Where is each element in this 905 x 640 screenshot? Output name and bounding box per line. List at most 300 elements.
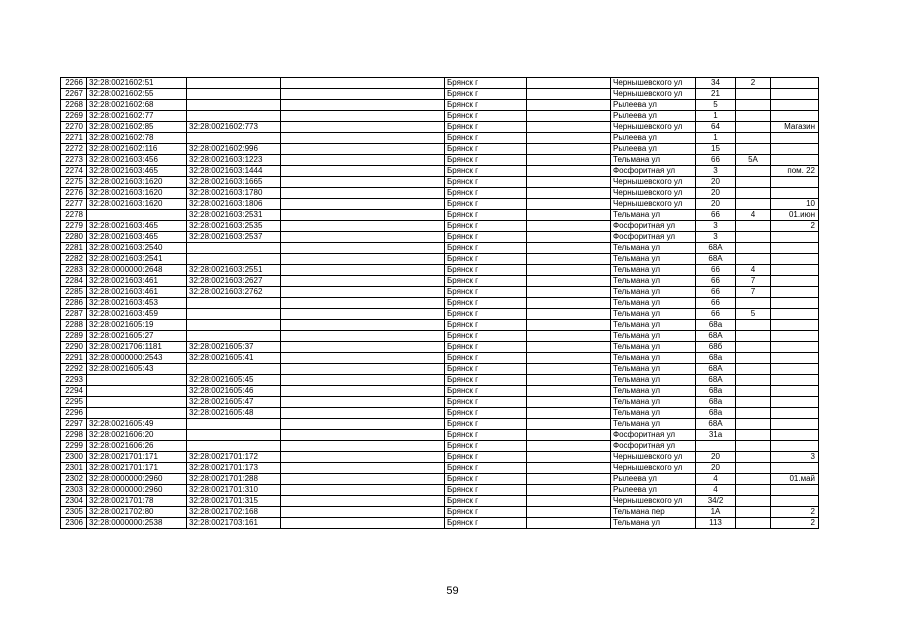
apartment-cell <box>771 430 819 441</box>
row-number-cell: 2303 <box>61 485 87 496</box>
table-row <box>61 78 819 89</box>
street-cell: Чернышевского ул <box>611 199 696 210</box>
house-number-cell: 68А <box>696 331 736 342</box>
blank-col-2-cell <box>527 265 611 276</box>
street-cell: Тельмана ул <box>611 298 696 309</box>
room-cadastral-number-cell: 32:28:0021603:2762 <box>187 287 281 298</box>
house-number-cell: 68А <box>696 375 736 386</box>
street-cell: Тельмана ул <box>611 287 696 298</box>
row-number-cell: 2271 <box>61 133 87 144</box>
cadastral-number-cell: 32:28:0021603:465 <box>87 221 187 232</box>
blank-col-cell <box>281 518 445 529</box>
cadastral-number-cell: 32:28:0021605:43 <box>87 364 187 375</box>
table-row <box>61 276 819 287</box>
table-row <box>61 111 819 122</box>
apartment-cell <box>771 276 819 287</box>
room-cadastral-number-cell <box>187 331 281 342</box>
blank-col-cell <box>281 507 445 518</box>
city-cell: Брянск г <box>445 210 527 221</box>
room-cadastral-number-cell <box>187 419 281 430</box>
room-cadastral-number-cell <box>187 441 281 452</box>
city-cell: Брянск г <box>445 89 527 100</box>
city-cell: Брянск г <box>445 397 527 408</box>
house-number-cell: 20 <box>696 199 736 210</box>
table-row <box>61 232 819 243</box>
city-cell: Брянск г <box>445 155 527 166</box>
apartment-cell <box>771 177 819 188</box>
street-cell: Тельмана ул <box>611 364 696 375</box>
row-number-cell: 2288 <box>61 320 87 331</box>
blank-col-cell <box>281 155 445 166</box>
city-cell: Брянск г <box>445 430 527 441</box>
room-cadastral-number-cell: 32:28:0021603:1806 <box>187 199 281 210</box>
blank-col-cell <box>281 496 445 507</box>
city-cell: Брянск г <box>445 474 527 485</box>
cadastral-number-cell: 32:28:0021605:19 <box>87 320 187 331</box>
street-cell: Тельмана ул <box>611 210 696 221</box>
blank-col-2-cell <box>527 419 611 430</box>
room-cadastral-number-cell <box>187 298 281 309</box>
street-cell: Рылеева ул <box>611 133 696 144</box>
house-number-cell: 68А <box>696 364 736 375</box>
blank-col-2-cell <box>527 287 611 298</box>
building-cell <box>736 342 771 353</box>
table-row <box>61 177 819 188</box>
cadastral-number-cell: 32:28:0021602:77 <box>87 111 187 122</box>
house-number-cell: 66 <box>696 298 736 309</box>
street-cell: Чернышевского ул <box>611 463 696 474</box>
apartment-cell <box>771 397 819 408</box>
blank-col-2-cell <box>527 430 611 441</box>
cadastral-number-cell: 32:28:0021706:1181 <box>87 342 187 353</box>
building-cell <box>736 232 771 243</box>
house-number-cell: 1 <box>696 111 736 122</box>
cadastral-number-cell: 32:28:0000000:2960 <box>87 485 187 496</box>
row-number-cell: 2296 <box>61 408 87 419</box>
blank-col-cell <box>281 474 445 485</box>
blank-col-cell <box>281 408 445 419</box>
city-cell: Брянск г <box>445 342 527 353</box>
blank-col-cell <box>281 342 445 353</box>
blank-col-cell <box>281 298 445 309</box>
blank-col-2-cell <box>527 441 611 452</box>
building-cell <box>736 375 771 386</box>
apartment-cell <box>771 298 819 309</box>
blank-col-cell <box>281 265 445 276</box>
blank-col-cell <box>281 232 445 243</box>
street-cell: Тельмана ул <box>611 518 696 529</box>
table-row <box>61 210 819 221</box>
city-cell: Брянск г <box>445 408 527 419</box>
cadastral-number-cell: 32:28:0021603:461 <box>87 276 187 287</box>
street-cell: Фосфоритная ул <box>611 166 696 177</box>
house-number-cell: 66 <box>696 265 736 276</box>
apartment-cell <box>771 419 819 430</box>
building-cell: 7 <box>736 287 771 298</box>
blank-col-2-cell <box>527 518 611 529</box>
building-cell: 4 <box>736 265 771 276</box>
street-cell: Тельмана ул <box>611 320 696 331</box>
row-number-cell: 2302 <box>61 474 87 485</box>
table-row <box>61 485 819 496</box>
apartment-cell <box>771 78 819 89</box>
blank-col-2-cell <box>527 474 611 485</box>
cadastral-number-cell: 32:28:0021605:27 <box>87 331 187 342</box>
room-cadastral-number-cell: 32:28:0021701:310 <box>187 485 281 496</box>
row-number-cell: 2299 <box>61 441 87 452</box>
apartment-cell: Магазин <box>771 122 819 133</box>
house-number-cell: 34/2 <box>696 496 736 507</box>
blank-col-2-cell <box>527 243 611 254</box>
house-number-cell: 20 <box>696 463 736 474</box>
blank-col-cell <box>281 309 445 320</box>
table-row <box>61 474 819 485</box>
table-row <box>61 89 819 100</box>
room-cadastral-number-cell: 32:28:0021603:1223 <box>187 155 281 166</box>
city-cell: Брянск г <box>445 298 527 309</box>
city-cell: Брянск г <box>445 309 527 320</box>
house-number-cell: 15 <box>696 144 736 155</box>
building-cell <box>736 221 771 232</box>
table-row <box>61 287 819 298</box>
room-cadastral-number-cell: 32:28:0021602:773 <box>187 122 281 133</box>
table-row <box>61 265 819 276</box>
blank-col-cell <box>281 133 445 144</box>
row-number-cell: 2290 <box>61 342 87 353</box>
street-cell: Тельмана ул <box>611 386 696 397</box>
house-number-cell: 68а <box>696 386 736 397</box>
blank-col-cell <box>281 463 445 474</box>
cadastral-number-cell: 32:28:0021606:20 <box>87 430 187 441</box>
house-number-cell: 68а <box>696 408 736 419</box>
city-cell: Брянск г <box>445 111 527 122</box>
table-row <box>61 375 819 386</box>
row-number-cell: 2295 <box>61 397 87 408</box>
table-row <box>61 463 819 474</box>
cadastral-number-cell: 32:28:0021602:85 <box>87 122 187 133</box>
room-cadastral-number-cell <box>187 100 281 111</box>
table-row <box>61 419 819 430</box>
building-cell <box>736 474 771 485</box>
apartment-cell <box>771 364 819 375</box>
blank-col-2-cell <box>527 463 611 474</box>
city-cell: Брянск г <box>445 364 527 375</box>
apartment-cell <box>771 265 819 276</box>
blank-col-2-cell <box>527 177 611 188</box>
cadastral-number-cell: 32:28:0000000:2543 <box>87 353 187 364</box>
street-cell: Тельмана ул <box>611 276 696 287</box>
blank-col-2-cell <box>527 298 611 309</box>
blank-col-2-cell <box>527 122 611 133</box>
city-cell: Брянск г <box>445 463 527 474</box>
table-row <box>61 518 819 529</box>
row-number-cell: 2275 <box>61 177 87 188</box>
room-cadastral-number-cell: 32:28:0021605:47 <box>187 397 281 408</box>
apartment-cell: 2 <box>771 507 819 518</box>
apartment-cell: пом. 22 <box>771 166 819 177</box>
house-number-cell: 66 <box>696 309 736 320</box>
room-cadastral-number-cell: 32:28:0021701:172 <box>187 452 281 463</box>
city-cell: Брянск г <box>445 518 527 529</box>
city-cell: Брянск г <box>445 320 527 331</box>
street-cell: Тельмана ул <box>611 265 696 276</box>
blank-col-cell <box>281 320 445 331</box>
room-cadastral-number-cell: 32:28:0021605:45 <box>187 375 281 386</box>
street-cell: Чернышевского ул <box>611 452 696 463</box>
building-cell <box>736 188 771 199</box>
street-cell: Тельмана ул <box>611 397 696 408</box>
house-number-cell: 20 <box>696 177 736 188</box>
row-number-cell: 2301 <box>61 463 87 474</box>
apartment-cell <box>771 254 819 265</box>
city-cell: Брянск г <box>445 221 527 232</box>
apartment-cell: 3 <box>771 452 819 463</box>
table-row <box>61 199 819 210</box>
building-cell <box>736 199 771 210</box>
row-number-cell: 2306 <box>61 518 87 529</box>
row-number-cell: 2267 <box>61 89 87 100</box>
city-cell: Брянск г <box>445 419 527 430</box>
apartment-cell <box>771 309 819 320</box>
blank-col-2-cell <box>527 232 611 243</box>
house-number-cell: 68а <box>696 320 736 331</box>
room-cadastral-number-cell <box>187 133 281 144</box>
house-number-cell: 20 <box>696 452 736 463</box>
blank-col-cell <box>281 166 445 177</box>
cadastral-number-cell: 32:28:0021602:55 <box>87 89 187 100</box>
room-cadastral-number-cell <box>187 430 281 441</box>
blank-col-2-cell <box>527 111 611 122</box>
house-number-cell: 5 <box>696 100 736 111</box>
blank-col-2-cell <box>527 386 611 397</box>
room-cadastral-number-cell: 32:28:0021603:1444 <box>187 166 281 177</box>
street-cell: Рылеева ул <box>611 111 696 122</box>
blank-col-cell <box>281 452 445 463</box>
street-cell: Чернышевского ул <box>611 122 696 133</box>
street-cell: Тельмана ул <box>611 408 696 419</box>
room-cadastral-number-cell <box>187 320 281 331</box>
blank-col-cell <box>281 375 445 386</box>
table-row <box>61 133 819 144</box>
row-number-cell: 2266 <box>61 78 87 89</box>
apartment-cell <box>771 144 819 155</box>
apartment-cell <box>771 408 819 419</box>
row-number-cell: 2304 <box>61 496 87 507</box>
blank-col-cell <box>281 485 445 496</box>
table-row <box>61 408 819 419</box>
table-row <box>61 364 819 375</box>
blank-col-2-cell <box>527 485 611 496</box>
apartment-cell <box>771 353 819 364</box>
table-row <box>61 452 819 463</box>
apartment-cell <box>771 441 819 452</box>
cadastral-number-cell: 32:28:0021603:1620 <box>87 188 187 199</box>
blank-col-2-cell <box>527 210 611 221</box>
building-cell <box>736 452 771 463</box>
city-cell: Брянск г <box>445 265 527 276</box>
building-cell <box>736 243 771 254</box>
building-cell <box>736 133 771 144</box>
city-cell: Брянск г <box>445 507 527 518</box>
cadastral-number-cell: 32:28:0021702:80 <box>87 507 187 518</box>
table-body <box>61 78 819 529</box>
row-number-cell: 2294 <box>61 386 87 397</box>
building-cell <box>736 364 771 375</box>
cadastral-number-cell: 32:28:0021603:465 <box>87 232 187 243</box>
house-number-cell: 68А <box>696 254 736 265</box>
blank-col-2-cell <box>527 155 611 166</box>
house-number-cell: 34 <box>696 78 736 89</box>
city-cell: Брянск г <box>445 386 527 397</box>
row-number-cell: 2283 <box>61 265 87 276</box>
cadastral-number-cell: 32:28:0021602:78 <box>87 133 187 144</box>
row-number-cell: 2270 <box>61 122 87 133</box>
room-cadastral-number-cell: 32:28:0021701:173 <box>187 463 281 474</box>
house-number-cell: 68А <box>696 243 736 254</box>
street-cell: Чернышевского ул <box>611 188 696 199</box>
building-cell <box>736 100 771 111</box>
blank-col-cell <box>281 210 445 221</box>
row-number-cell: 2278 <box>61 210 87 221</box>
blank-col-cell <box>281 89 445 100</box>
room-cadastral-number-cell <box>187 89 281 100</box>
city-cell: Брянск г <box>445 144 527 155</box>
cadastral-number-cell: 32:28:0021603:456 <box>87 155 187 166</box>
row-number-cell: 2279 <box>61 221 87 232</box>
blank-col-2-cell <box>527 364 611 375</box>
blank-col-cell <box>281 287 445 298</box>
table-row <box>61 100 819 111</box>
cadastral-number-cell: 32:28:0021701:78 <box>87 496 187 507</box>
row-number-cell: 2292 <box>61 364 87 375</box>
blank-col-cell <box>281 199 445 210</box>
house-number-cell: 68а <box>696 397 736 408</box>
street-cell: Фосфоритная ул <box>611 232 696 243</box>
house-number-cell: 21 <box>696 89 736 100</box>
apartment-cell <box>771 89 819 100</box>
blank-col-2-cell <box>527 342 611 353</box>
building-cell: 5А <box>736 155 771 166</box>
apartment-cell: 2 <box>771 221 819 232</box>
apartment-cell <box>771 342 819 353</box>
city-cell: Брянск г <box>445 452 527 463</box>
building-cell <box>736 419 771 430</box>
blank-col-2-cell <box>527 254 611 265</box>
city-cell: Брянск г <box>445 133 527 144</box>
building-cell <box>736 111 771 122</box>
room-cadastral-number-cell <box>187 111 281 122</box>
cadastral-number-cell: 32:28:0021603:2541 <box>87 254 187 265</box>
blank-col-2-cell <box>527 353 611 364</box>
table-row <box>61 122 819 133</box>
city-cell: Брянск г <box>445 78 527 89</box>
house-number-cell: 4 <box>696 485 736 496</box>
building-cell <box>736 430 771 441</box>
blank-col-cell <box>281 144 445 155</box>
row-number-cell: 2286 <box>61 298 87 309</box>
blank-col-2-cell <box>527 144 611 155</box>
table-row <box>61 496 819 507</box>
row-number-cell: 2297 <box>61 419 87 430</box>
table-row <box>61 144 819 155</box>
house-number-cell: 64 <box>696 122 736 133</box>
table-row <box>61 243 819 254</box>
street-cell: Чернышевского ул <box>611 496 696 507</box>
street-cell: Фосфоритная ул <box>611 441 696 452</box>
street-cell: Тельмана ул <box>611 155 696 166</box>
blank-col-2-cell <box>527 100 611 111</box>
table-row <box>61 166 819 177</box>
room-cadastral-number-cell: 32:28:0021701:315 <box>187 496 281 507</box>
cadastral-number-cell: 32:28:0021603:1620 <box>87 199 187 210</box>
room-cadastral-number-cell: 32:28:0021702:168 <box>187 507 281 518</box>
table-row <box>61 430 819 441</box>
row-number-cell: 2289 <box>61 331 87 342</box>
table-row <box>61 221 819 232</box>
blank-col-cell <box>281 78 445 89</box>
cadastral-number-cell <box>87 210 187 221</box>
room-cadastral-number-cell: 32:28:0021605:41 <box>187 353 281 364</box>
building-cell <box>736 485 771 496</box>
room-cadastral-number-cell: 32:28:0021605:46 <box>187 386 281 397</box>
cadastral-number-cell <box>87 386 187 397</box>
row-number-cell: 2276 <box>61 188 87 199</box>
building-cell: 5 <box>736 309 771 320</box>
apartment-cell <box>771 320 819 331</box>
row-number-cell: 2280 <box>61 232 87 243</box>
city-cell: Брянск г <box>445 188 527 199</box>
cadastral-number-cell: 32:28:0021603:461 <box>87 287 187 298</box>
table-row <box>61 397 819 408</box>
blank-col-cell <box>281 254 445 265</box>
cadastral-number-cell: 32:28:0021602:68 <box>87 100 187 111</box>
building-cell <box>736 353 771 364</box>
blank-col-cell <box>281 111 445 122</box>
blank-col-2-cell <box>527 496 611 507</box>
building-cell <box>736 386 771 397</box>
row-number-cell: 2284 <box>61 276 87 287</box>
room-cadastral-number-cell: 32:28:0021603:2531 <box>187 210 281 221</box>
cadastral-number-cell: 32:28:0021603:459 <box>87 309 187 320</box>
city-cell: Брянск г <box>445 496 527 507</box>
street-cell: Тельмана ул <box>611 254 696 265</box>
room-cadastral-number-cell <box>187 243 281 254</box>
street-cell: Чернышевского ул <box>611 177 696 188</box>
building-cell <box>736 254 771 265</box>
cadastral-number-cell: 32:28:0021603:2540 <box>87 243 187 254</box>
room-cadastral-number-cell: 32:28:0021605:48 <box>187 408 281 419</box>
city-cell: Брянск г <box>445 485 527 496</box>
table-row <box>61 353 819 364</box>
city-cell: Брянск г <box>445 232 527 243</box>
city-cell: Брянск г <box>445 122 527 133</box>
apartment-cell <box>771 100 819 111</box>
house-number-cell: 1А <box>696 507 736 518</box>
blank-col-2-cell <box>527 133 611 144</box>
city-cell: Брянск г <box>445 375 527 386</box>
cadastral-number-cell: 32:28:0000000:2648 <box>87 265 187 276</box>
city-cell: Брянск г <box>445 254 527 265</box>
building-cell: 4 <box>736 210 771 221</box>
building-cell <box>736 89 771 100</box>
street-cell: Рылеева ул <box>611 485 696 496</box>
cadastral-number-cell: 32:28:0021606:26 <box>87 441 187 452</box>
house-number-cell: 66 <box>696 276 736 287</box>
blank-col-2-cell <box>527 452 611 463</box>
building-cell <box>736 408 771 419</box>
building-cell <box>736 298 771 309</box>
blank-col-2-cell <box>527 276 611 287</box>
